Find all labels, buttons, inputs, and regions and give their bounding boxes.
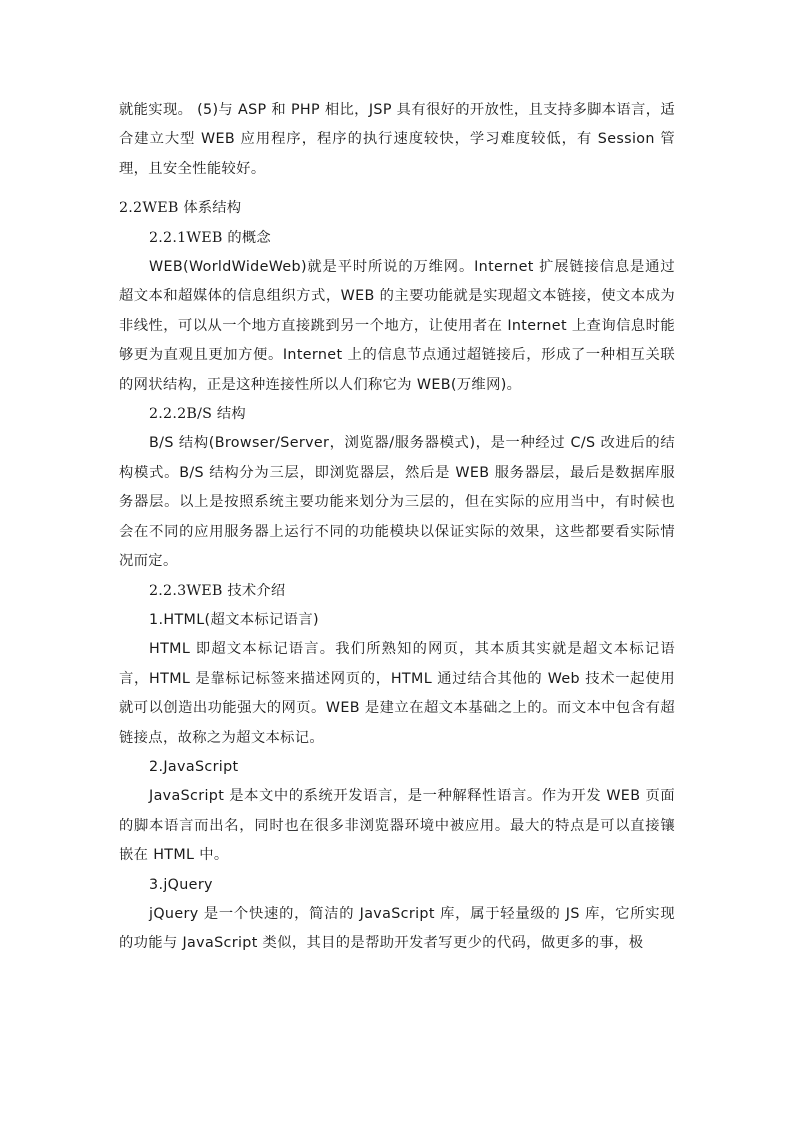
document-body bbox=[119, 96, 675, 959]
web-concept-paragraph: WEB(WorldWideWeb)就是平时所说的万维网。Internet 扩展链接信息是通过超文本和超媒体的信息组织方式，WEB 的主要功能就是实现超文本链接，使文本成为非线性，可以从一个地方直接跳到另一个地方，让使用者在 Internet 上查询信息时能够更为直观且更加方便。Internet 上的信息节点通过超链接后，形成了一种相互关联的网状结构，正是这种连接性所以人们称它为 WEB(万维网)。 bbox=[119, 259, 675, 393]
html-item-paragraph: HTML 即超文本标记语言。我们所熟知的网页，其本质其实就是超文本标记语言，HTML 是靠标记标签来描述网页的，HTML 通过结合其他的 Web 技术一起使用就可以创造出功能强大的网页。WEB 是建立在超文本基础之上的。而文本中包含有超链接点，故称之为超文本标记。 bbox=[119, 641, 675, 746]
intro-paragraph: 就能实现。 (5)与 ASP 和 PHP 相比，JSP 具有很好的开放性，且支持多脚本语言，适合建立大型 WEB 应用程序，程序的执行速度较快，学习难度较低，有 Session 管理，且安全性能较好。 bbox=[119, 102, 675, 177]
html-item-title: 1.HTML(超文本标记语言) bbox=[149, 611, 319, 628]
subsection-heading-web-concept: 2.2.1WEB 的概念 bbox=[149, 229, 271, 246]
jquery-item-paragraph: jQuery 是一个快速的，简洁的 JavaScript 库，属于轻量级的 JS 库，它所实现的功能与 JavaScript 类似，其目的是帮助开发者写更少的代码，做更多的事，极 bbox=[119, 905, 675, 952]
javascript-item-title: 2.JavaScript bbox=[149, 758, 239, 775]
section-heading: 2.2WEB 体系结构 bbox=[119, 200, 242, 217]
javascript-item-paragraph: JavaScript 是本文中的系统开发语言，是一种解释性语言。作为开发 WEB 页面的脚本语言而出名，同时也在很多非浏览器环境中被应用。最大的特点是可以直接镶嵌在 HTML 中。 bbox=[119, 788, 675, 864]
jquery-item-title: 3.jQuery bbox=[149, 876, 213, 893]
bs-structure-paragraph: B/S 结构(Browser/Server，浏览器/服务器模式)，是一种经过 C/S 改进后的结构模式。B/S 结构分为三层，即浏览器层，然后是 WEB 服务器层，最后是数据库服务器层。以上是按照系统主要功能来划分为三层的，但在实际的应用当中，有时候也会在不同的应用服务器上运行不同的功能模块以保证实际的效果，这些都要看实际情况而定。 bbox=[119, 435, 675, 570]
subsection-heading-web-tech: 2.2.3WEB 技术介绍 bbox=[149, 582, 286, 599]
subsection-heading-bs-structure: 2.2.2B/S 结构 bbox=[149, 406, 246, 423]
section-spacer bbox=[119, 184, 675, 194]
